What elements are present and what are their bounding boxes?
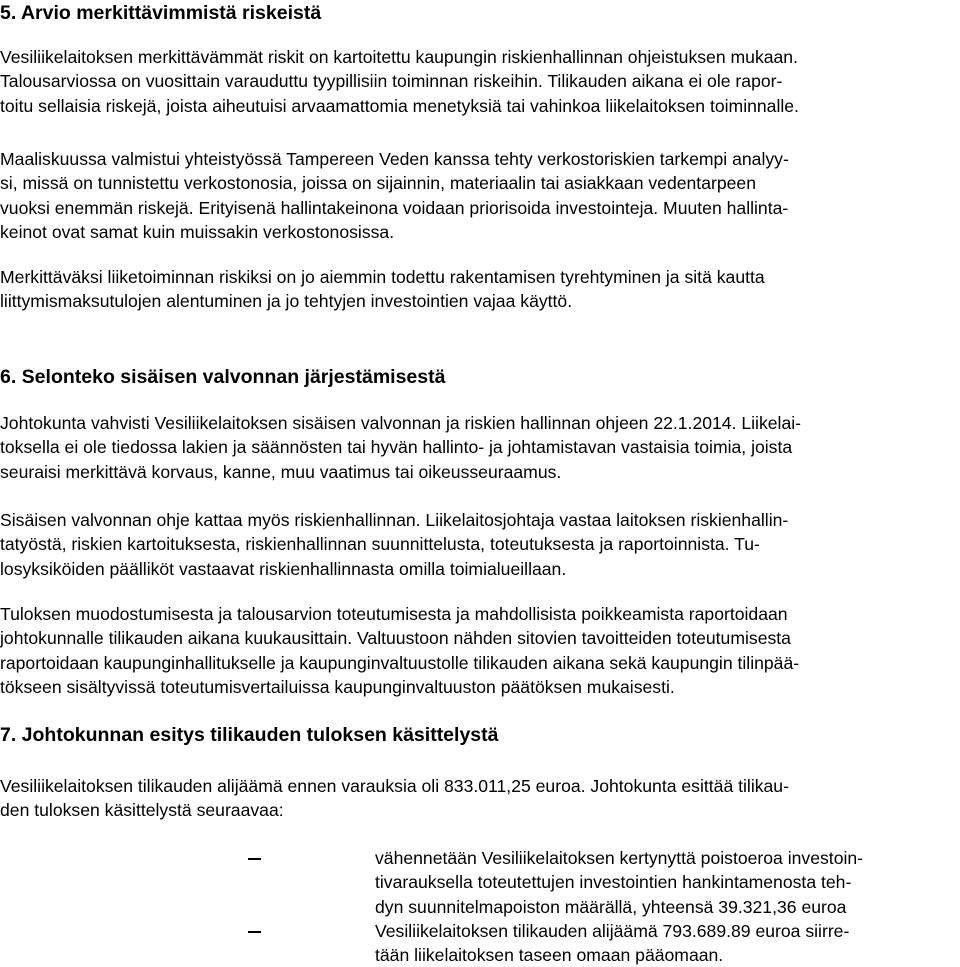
list-item bbox=[0, 919, 960, 967]
dash-bullet-icon bbox=[248, 931, 261, 933]
text-line: Vesiliikelaitoksen tilikauden alijäämä 793.689.89 euroa siirre- bbox=[375, 920, 850, 941]
text-line: toitu sellaisia riskejä, joista aiheutuisi arvaamattomia menetyksiä tai vahinkoa liikelaitoksen toiminnalle. bbox=[0, 95, 799, 116]
text-line: liittymismaksutulojen alentuminen ja jo tehtyjen investointien vajaa käyttö. bbox=[0, 291, 573, 312]
section-6-paragraph-3 bbox=[0, 602, 960, 699]
text-line: tatyöstä, riskien kartoituksesta, riskienhallinnan suunnittelusta, toteutuksesta ja raportoinnista. Tu- bbox=[0, 534, 760, 555]
text-line: Sisäisen valvonnan ohje kattaa myös riskienhallinnan. Liikelaitosjohtaja vastaa laitoksen riskienhallin- bbox=[0, 510, 789, 530]
section-5-paragraph-3 bbox=[0, 265, 960, 314]
proposal-list bbox=[0, 846, 960, 967]
section-7-heading: 7. Johtokunnan esitys tilikauden tuloksen käsittelystä bbox=[0, 724, 499, 746]
text-line: vähennetään Vesiliikelaitoksen kertynyttä poistoeroa investoin- bbox=[375, 848, 864, 868]
text-line: Johtokunta vahvisti Vesiliikelaitoksen sisäisen valvonnan ja riskien hallinnan ohjeen 22.1.2014. Liikelai- bbox=[0, 413, 802, 433]
text-line: Vesiliikelaitoksen tilikauden alijäämä ennen varauksia oli 833.011,25 euroa. Johtokunta esittää tilikau- bbox=[0, 776, 789, 796]
text-line: tään liikelaitoksen taseen omaan pääomaan. bbox=[375, 945, 724, 966]
text-line: den tuloksen käsittelystä seuraavaa: bbox=[0, 800, 284, 821]
text-line: si, missä on tunnistettu verkostonosia, joissa on sijainnin, materiaalin tai asiakkaan vedentarpeen bbox=[0, 173, 756, 194]
text-line: Merkittäväksi liiketoiminnan riskiksi on jo aiemmin todettu rakentamisen tyrehtyminen ja sitä kautta bbox=[0, 267, 765, 287]
text-line: Tuloksen muodostumisesta ja talousarvion toteutumisesta ja mahdollisista poikkeamista raportoidaan bbox=[0, 604, 788, 624]
section-6-heading: 6. Selonteko sisäisen valvonnan järjestämisestä bbox=[0, 366, 446, 388]
text-line: raportoidaan kaupunginhallitukselle ja kaupunginvaltuustolle tilikauden aikana sekä kaupungin tilinpää- bbox=[0, 652, 800, 673]
text-line: tivarauksella toteutettujen investointien hankintamenosta teh- bbox=[375, 872, 852, 893]
section-6-paragraph-2 bbox=[0, 508, 960, 581]
text-line: toksella ei ole tiedossa lakien ja säännösten tai hyvän hallinto- ja johtamistavan vastaisia toimia, joista bbox=[0, 437, 793, 458]
text-line: losyksiköiden päälliköt vastaavat riskienhallinnasta omilla toimialueillaan. bbox=[0, 558, 567, 579]
text-line: Talousarviossa on vuosittain varauduttu tyypillisiin toiminnan riskeihin. Tilikauden aikana ei ole rapor- bbox=[0, 71, 783, 92]
text-line: Vesiliikelaitoksen merkittävämmät riskit on kartoitettu kaupungin riskienhallinnan ohjeistuksen mukaan. bbox=[0, 47, 798, 67]
section-7-paragraph-1 bbox=[0, 774, 960, 823]
dash-bullet-icon bbox=[248, 858, 261, 860]
list-item bbox=[0, 846, 960, 919]
section-5-heading: 5. Arvio merkittävimmistä riskeistä bbox=[0, 2, 322, 24]
text-line: keinot ovat samat kuin muissakin verkostonosissa. bbox=[0, 221, 395, 242]
text-line: seuraisi merkittävä korvaus, kanne, muu vaatimus tai oikeusseuraamus. bbox=[0, 461, 562, 482]
text-line: tökseen sisältyvissä toteutumisvertailuissa kaupunginvaltuuston päätöksen mukaisesti. bbox=[0, 676, 675, 697]
section-5-paragraph-2 bbox=[0, 147, 960, 244]
text-line: vuoksi enemmän riskejä. Erityisenä hallintakeinona voidaan priorisoida investointeja. Muuten hallinta- bbox=[0, 197, 789, 218]
text-line: dyn suunnitelmapoiston määrällä, yhteensä 39.321,36 euroa bbox=[375, 896, 847, 917]
section-6-paragraph-1 bbox=[0, 411, 960, 484]
text-line: johtokunnalle tilikauden aikana kuukausittain. Valtuustoon nähden sitovien tavoitteiden toteutumisesta bbox=[0, 628, 791, 649]
section-5-paragraph-1 bbox=[0, 45, 960, 118]
text-line: Maaliskuussa valmistui yhteistyössä Tampereen Veden kanssa tehty verkostoriskien tarkempi analyy- bbox=[0, 149, 789, 169]
